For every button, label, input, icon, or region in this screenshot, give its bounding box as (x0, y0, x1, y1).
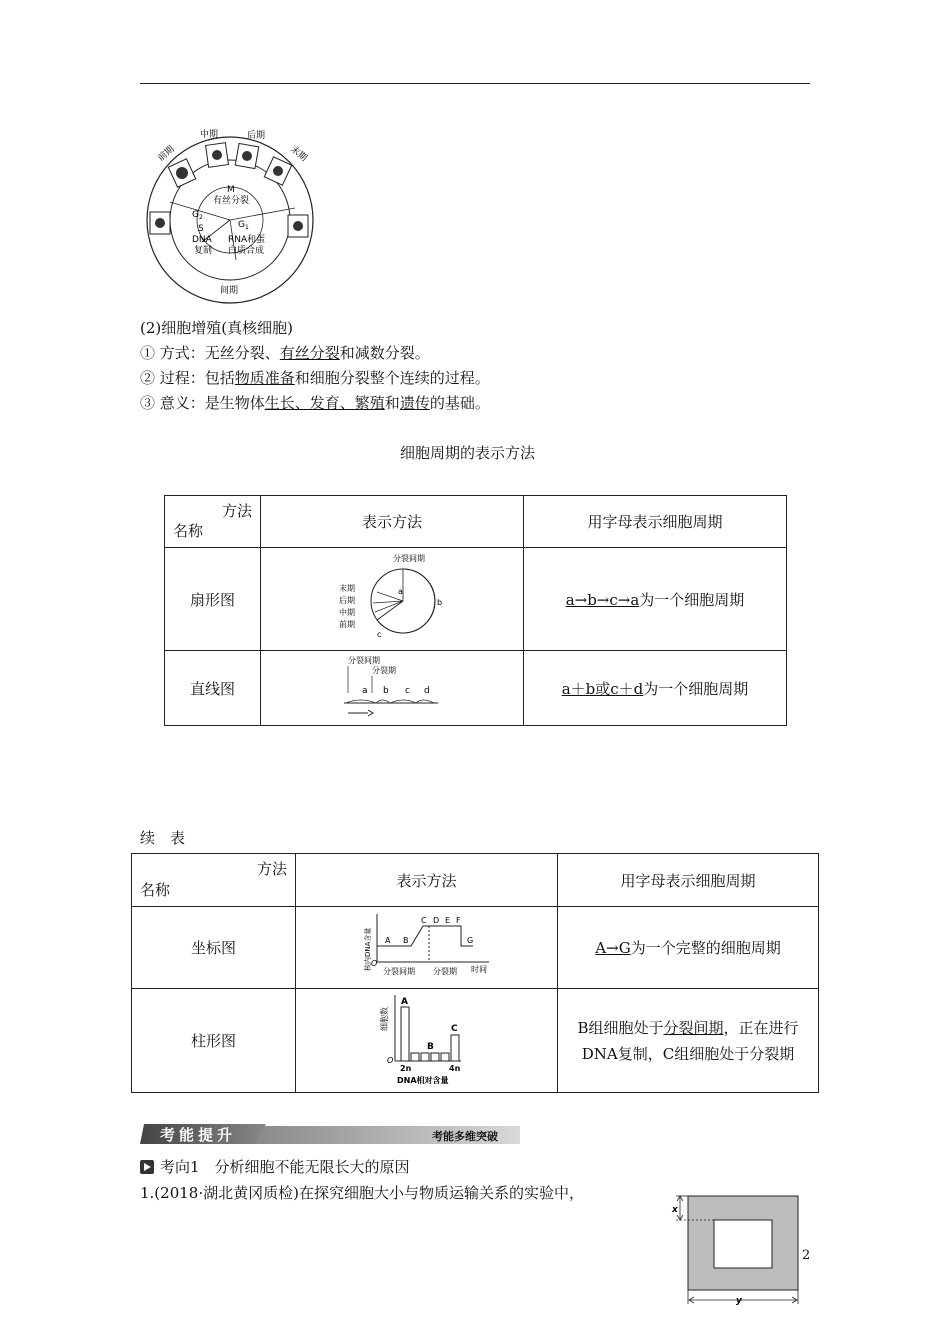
phase-label: 末期 (288, 144, 309, 164)
header-col3: 用字母表示细胞周期 (558, 854, 819, 907)
bar-letter: C (450, 1023, 458, 1034)
line-interphase-label: 分裂间期 (348, 656, 380, 665)
bar-xlabel: DNA相对含量 (396, 1075, 449, 1085)
coord-letter: G (466, 935, 473, 945)
header-col2: 表示方法 (296, 854, 558, 907)
header-diagonal-cell (165, 496, 261, 548)
phase-label: 后期 (247, 131, 266, 141)
section-heading: (2)细胞增殖(真核细胞) (140, 319, 293, 337)
section-banner (140, 1122, 520, 1146)
coord-figure-cell (296, 907, 558, 989)
coord-x1: 分裂间期 (382, 966, 415, 976)
row-name: 柱形图 (132, 989, 296, 1093)
s-label: S (198, 224, 204, 234)
text-line: ② 过程：包括物质准备和细胞分裂整个连续的过程。 (140, 369, 490, 387)
coordinate-diagram (361, 910, 493, 982)
banner-left-text: 考能提升 (160, 1126, 237, 1144)
coord-letter: D (432, 915, 439, 925)
chromosome-icon (176, 167, 188, 179)
row-answer: a＋b或c＋d为一个细胞周期 (524, 651, 787, 726)
play-icon (140, 1160, 154, 1174)
fan-phase-label: 后期 (339, 596, 355, 605)
chromosome-icon (293, 221, 303, 231)
bar-b (441, 1053, 449, 1061)
bar-b (411, 1053, 419, 1061)
cell-cycle-diagram (140, 120, 322, 312)
fan-interphase-label: 分裂间期 (393, 554, 425, 563)
dim-x-label: x (672, 1205, 678, 1215)
text-line: ③ 意义：是生物体生长、发育、繁殖和遗传的基础。 (140, 394, 490, 412)
line-letter: c (405, 686, 410, 696)
header-name: 名称 (173, 522, 204, 540)
dna-label: 复制 (194, 246, 213, 256)
bar-ylabel: 细胞数 (379, 1006, 389, 1031)
coord-letter: C (420, 915, 427, 925)
chromosome-icon (155, 218, 165, 228)
interphase-label: 间期 (220, 286, 239, 296)
bar-c (451, 1035, 459, 1061)
header-col3: 用字母表示细胞周期 (524, 496, 787, 548)
bar-x1: 2n (399, 1063, 411, 1073)
phase-label: 中期 (200, 130, 219, 140)
header-rule (140, 83, 810, 84)
row-name: 直线图 (165, 651, 261, 726)
bar-x2: 4n (448, 1063, 460, 1073)
m-label: M (227, 185, 235, 195)
dna-label: DNA (192, 235, 212, 245)
text-line: ① 方式：无丝分裂、有丝分裂和减数分裂。 (140, 344, 430, 362)
line-letter: d (424, 686, 430, 696)
bar-origin: O (386, 1055, 393, 1065)
question-text: 1.(2018·湖北黄冈质检)在探究细胞大小与物质运输关系的实验中， (140, 1184, 584, 1202)
kaoxiang-line: 考向1 分析细胞不能无限长大的原因 (140, 1157, 410, 1177)
cycle-method-table-continued (131, 853, 819, 1093)
rna-label: 白质合成 (228, 246, 265, 256)
header-diagonal-cell (132, 854, 296, 907)
bar-figure-cell (296, 989, 558, 1093)
header-name: 名称 (140, 881, 171, 899)
header-method: 方法 (221, 502, 252, 520)
bar-letter: B (426, 1041, 434, 1052)
fan-phase-label: 末期 (339, 584, 355, 593)
chromosome-icon (212, 150, 222, 160)
table-caption: 续 表 (140, 829, 186, 847)
line-diagram (342, 653, 442, 719)
bar-b (431, 1053, 439, 1061)
square-cube-diagram (670, 1190, 810, 1310)
fan-phase-label: 前期 (339, 620, 355, 629)
page-number: 2 (802, 1248, 811, 1263)
fan-phase-label: 中期 (339, 608, 355, 617)
row-name: 扇形图 (165, 548, 261, 651)
coord-letter: F (455, 915, 461, 925)
bar-letter: A (400, 996, 408, 1007)
row-name: 坐标图 (132, 907, 296, 989)
header-method: 方法 (256, 860, 287, 878)
coord-origin: O (370, 958, 377, 968)
coord-letter: E (444, 915, 450, 925)
g2-label: $G_2$ (192, 210, 203, 221)
fan-letter: c (377, 630, 382, 639)
coord-letter: B (402, 935, 408, 945)
line-letter: b (383, 686, 389, 696)
line-division-label: 分裂期 (372, 666, 396, 675)
phase-label: 前期 (156, 144, 177, 164)
header-col2: 表示方法 (261, 496, 524, 548)
coord-x2: 分裂期 (432, 966, 457, 976)
coord-ylabel: 核内DNA含量 (363, 927, 372, 971)
fan-figure-cell (261, 548, 524, 651)
coord-xlabel: 时间 (470, 964, 487, 974)
table-caption: 细胞周期的表示方法 (400, 444, 536, 462)
fan-letter: b (437, 598, 443, 607)
row-answer: B组细胞处于分裂间期，正在进行 DNA复制，C组细胞处于分裂期 (558, 989, 819, 1093)
bar-diagram (377, 991, 477, 1087)
fan-diagram (337, 551, 447, 643)
chromosome-icon (273, 166, 283, 176)
g1-label: $G_1$ (238, 220, 249, 231)
row-answer: A→G为一个完整的细胞周期 (558, 907, 819, 989)
line-figure-cell (261, 651, 524, 726)
dim-y-label: y (736, 1296, 742, 1306)
chromosome-icon (242, 151, 252, 161)
bar-b (421, 1053, 429, 1061)
rna-label: RNA和蛋 (228, 235, 266, 245)
m-sub-label: 有丝分裂 (213, 196, 250, 206)
row-answer: a→b→c→a为一个细胞周期 (524, 548, 787, 651)
banner-right-text: 考能多维突破 (432, 1130, 498, 1143)
coord-letter: A (384, 935, 390, 945)
fan-letter: a (398, 587, 403, 596)
line-letter: a (362, 686, 368, 696)
cycle-method-table (164, 495, 787, 726)
bar-a (401, 1007, 409, 1061)
